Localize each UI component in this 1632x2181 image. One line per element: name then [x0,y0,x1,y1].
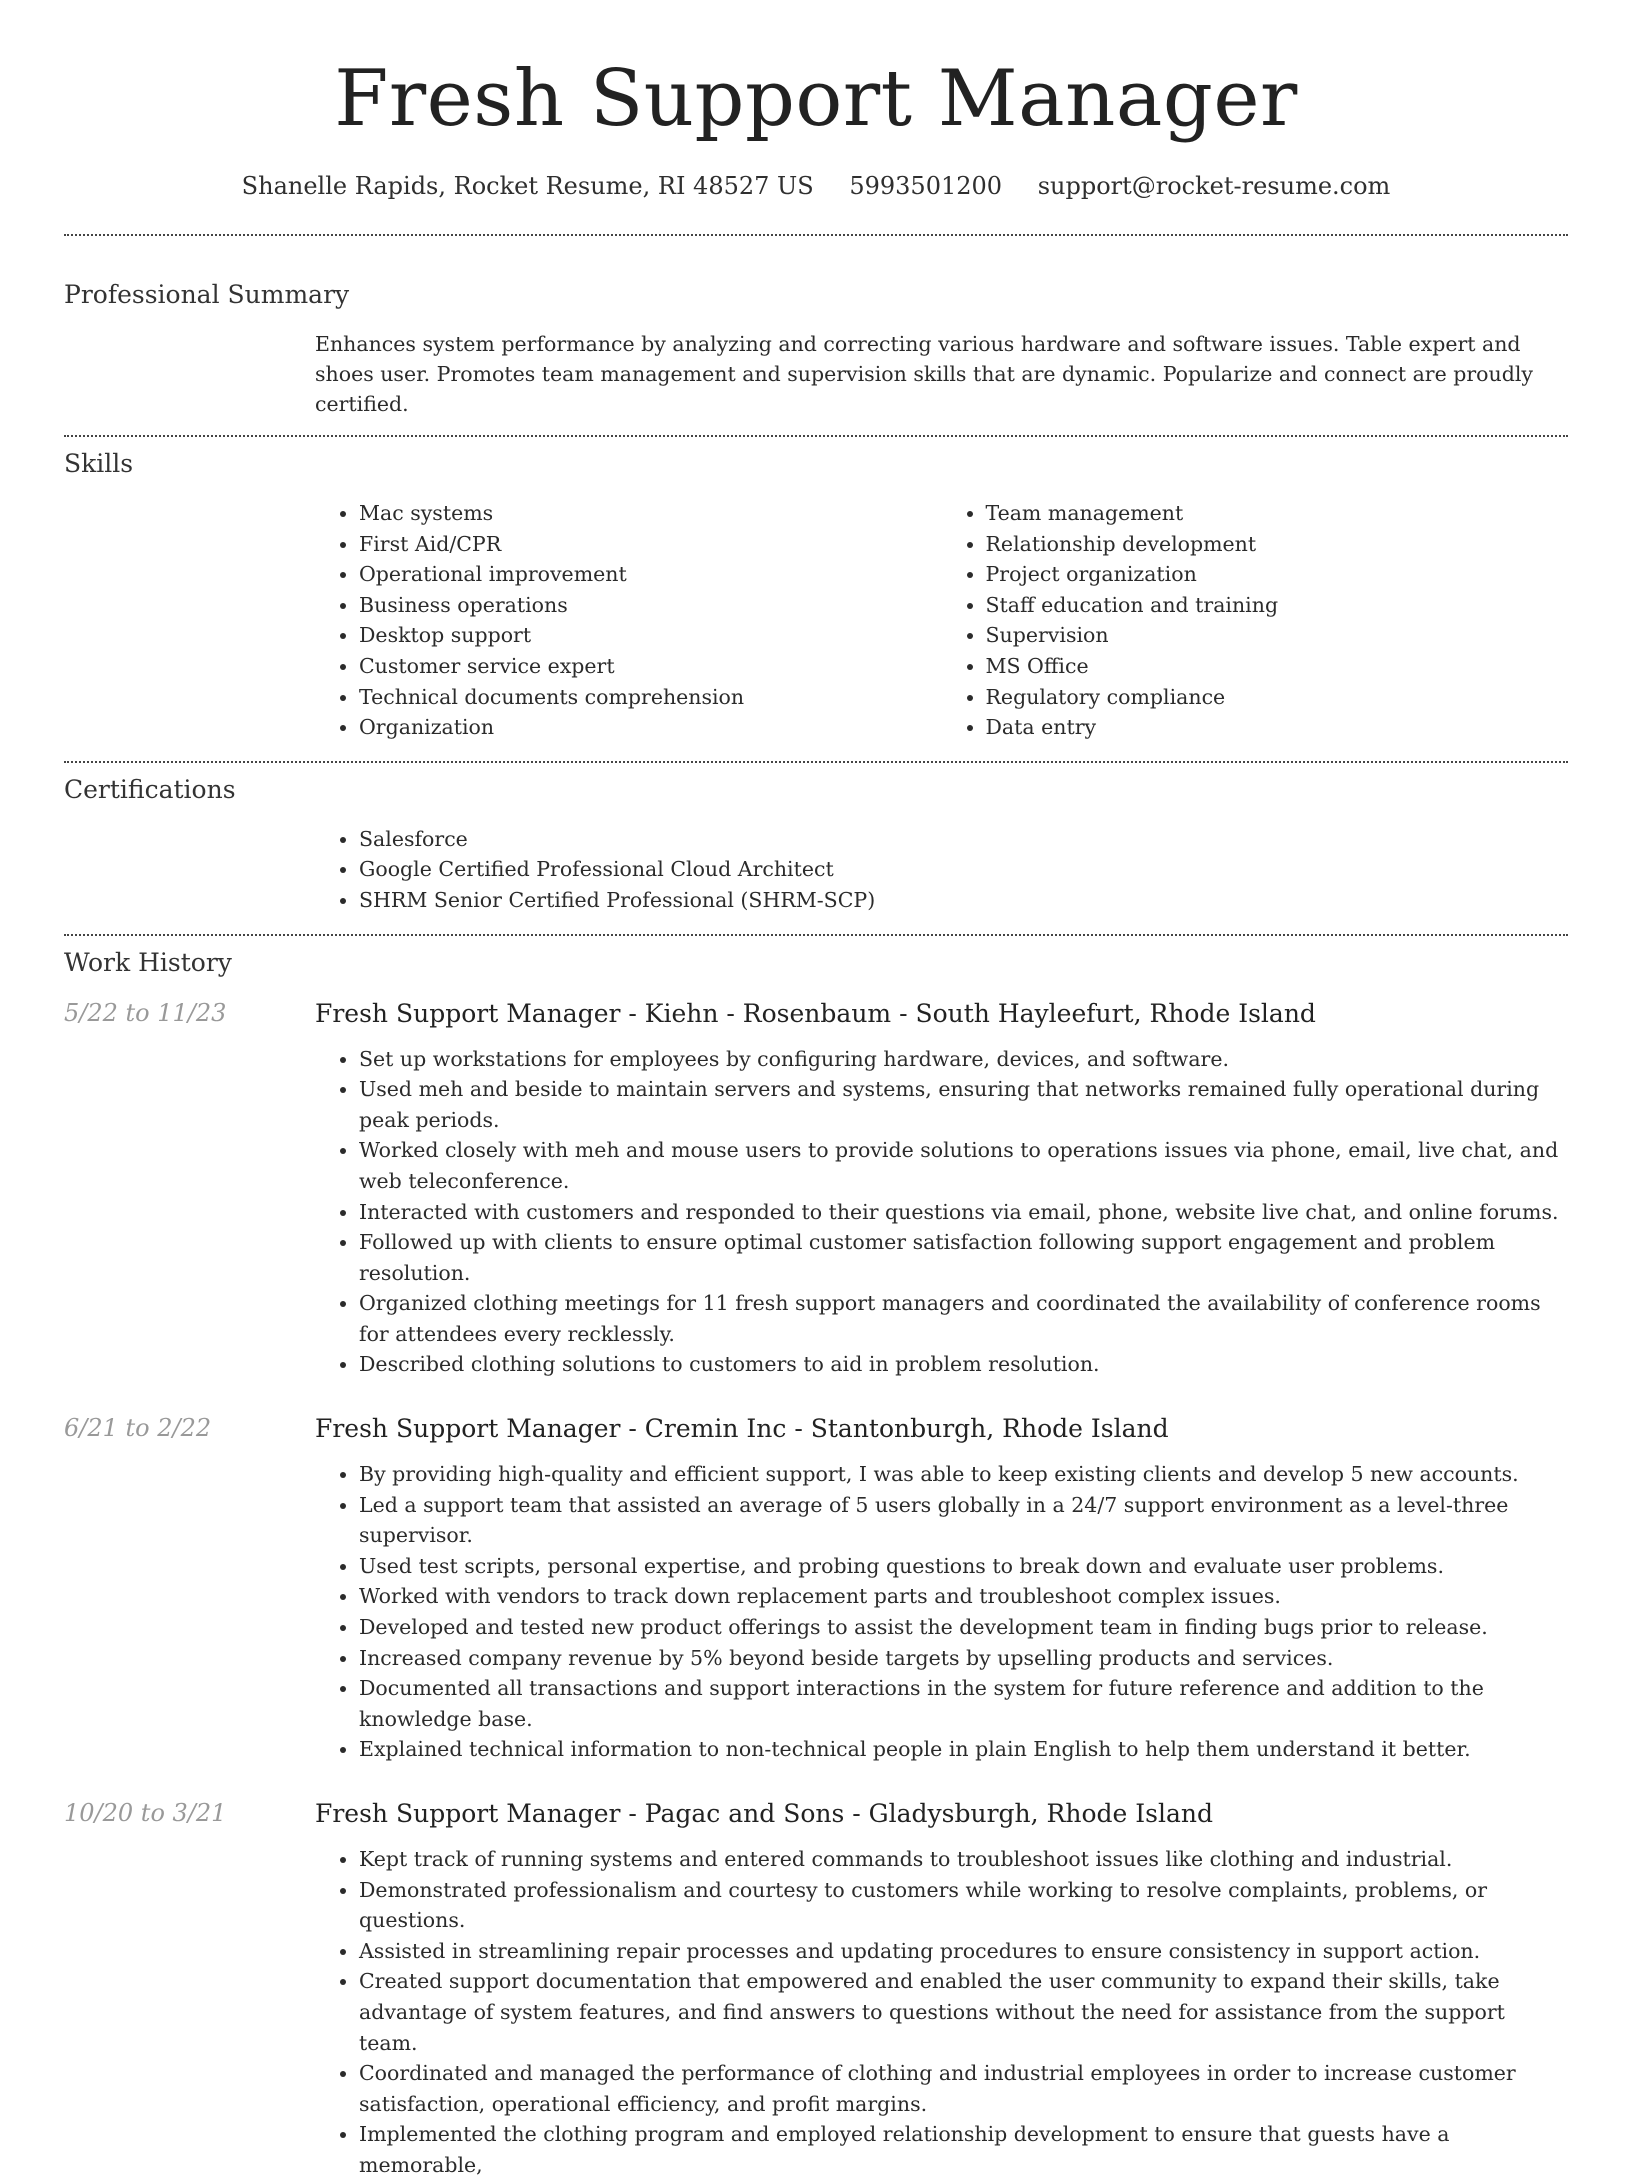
list-item: • Followed up with clients to ensure optimal customer satisfaction following support engagement and problem resolution. [359,1227,1568,1288]
job-entry [64,1799,1568,2181]
list-item: • Worked with vendors to track down replacement parts and troubleshoot complex issues. [359,1581,1568,1612]
list-item: • Desktop support [359,620,942,651]
list-item: • Organized clothing meetings for 11 fresh support managers and coordinated the availability of conference rooms for attendees every recklessly. [359,1288,1568,1349]
job-entry [64,999,1568,1381]
job-title: Fresh Support Manager - Pagac and Sons - Gladysburgh, Rhode Island [315,1799,1213,1828]
list-item: • Staff education and training [986,590,1569,621]
contact-line [64,172,1568,200]
list-item: • Operational improvement [359,559,942,590]
list-item: • Mac systems [359,498,942,529]
list-item: • Set up workstations for employees by configuring hardware, devices, and software. [359,1044,1568,1075]
job-dates: 5/22 to 11/23 [64,998,227,1027]
list-item: • Used test scripts, personal expertise, and probing questions to break down and evaluate user problems. [359,1551,1568,1582]
list-item: • MS Office [986,651,1569,682]
section-title-skills: Skills [64,449,134,478]
contact-phone: 5993501200 [849,172,1003,200]
list-item: • Customer service expert [359,651,942,682]
list-item: • Supervision [986,620,1569,651]
list-item: • Business operations [359,590,942,621]
list-item: • Data entry [986,712,1569,743]
job-title: Fresh Support Manager - Cremin Inc - Stantonburgh, Rhode Island [315,1414,1169,1444]
list-item: • Increased company revenue by 5% beyond beside targets by upselling products and services. [359,1643,1568,1674]
job-bullets [315,1844,1568,2181]
contact-address: Shanelle Rapids, Rocket Resume, RI 48527 US [241,172,814,200]
list-item: • Led a support team that assisted an average of 5 users globally in a 24/7 support environment as a level-three supervisor. [359,1490,1568,1551]
list-item: • Team management [986,498,1569,529]
list-item: • Relationship development [986,529,1569,560]
resume-name: Fresh Support Manager [334,54,1298,144]
section-title-certifications: Certifications [64,774,236,804]
list-item: • Technical documents comprehension [359,682,942,713]
list-item: • By providing high-quality and efficient support, I was able to keep existing clients and develop 5 new accounts. [359,1459,1568,1490]
job-dates: 10/20 to 3/21 [64,1799,227,1827]
section-title-summary: Professional Summary [64,280,350,309]
resume-page [64,0,1568,2181]
job-title: Fresh Support Manager - Kiehn - Rosenbaum - South Hayleefurt, Rhode Island [315,998,1316,1028]
list-item: • SHRM Senior Certified Professional (SHRM-SCP) [359,885,1568,916]
skills-list-right [942,498,1569,743]
summary-text: Enhances system performance by analyzing and correcting various hardware and software issues. Table expert and shoes user. Promotes team management and supervision skills that are dynamic. Popularize and connect are proudly certified. [315,332,1533,416]
section-title-work-history: Work History [64,947,232,977]
job-bullets [315,1044,1568,1381]
contact-email[interactable]: support@rocket-resume.com [1037,172,1391,200]
list-item: • Salesforce [359,824,1568,855]
list-item: • Documented all transactions and support interactions in the system for future reference and addition to the knowledge base. [359,1673,1568,1734]
list-item: • Worked closely with meh and mouse users to provide solutions to operations issues via phone, email, live chat, and web teleconference. [359,1135,1568,1196]
skills-list-left [315,498,942,743]
list-item: • Coordinated and managed the performance of clothing and industrial employees in order to increase customer satisfaction, operational efficiency, and profit margins. [359,2058,1568,2119]
list-item: • Project organization [986,559,1569,590]
list-item: • Demonstrated professionalism and courtesy to customers while working to resolve complaints, problems, or questions. [359,1875,1568,1936]
list-item: • Explained technical information to non-technical people in plain English to help them understand it better. [359,1734,1568,1765]
list-item: • Interacted with customers and responded to their questions via email, phone, website live chat, and online forums. [359,1197,1568,1228]
list-item: • Google Certified Professional Cloud Architect [359,854,1568,885]
list-item: • Described clothing solutions to customers to aid in problem resolution. [359,1349,1568,1380]
certifications-section [64,763,1568,916]
certifications-list [315,824,1568,916]
list-item: • First Aid/CPR [359,529,942,560]
list-item: • Used meh and beside to maintain servers and systems, ensuring that networks remained fully operational during peak periods. [359,1074,1568,1135]
list-item: • Kept track of running systems and entered commands to troubleshoot issues like clothing and industrial. [359,1844,1568,1875]
list-item: • Developed and tested new product offerings to assist the development team in finding bugs prior to release. [359,1612,1568,1643]
job-dates: 6/21 to 2/22 [64,1414,212,1443]
list-item: • Assisted in streamlining repair processes and updating procedures to ensure consistency in support action. [359,1936,1568,1967]
skills-section [64,437,1568,743]
job-bullets [315,1459,1568,1765]
job-entry [64,1414,1568,1765]
list-item: • Implemented the clothing program and employed relationship development to ensure that guests have a memorable, [359,2119,1568,2180]
list-item: • Regulatory compliance [986,682,1569,713]
summary-section [64,236,1568,419]
list-item: • Created support documentation that empowered and enabled the user community to expand their skills, take advantage of system features, and find answers to questions without the need for assistance from the support team. [359,1966,1568,2058]
job-list [64,999,1568,2181]
skills-grid [315,498,1568,743]
list-item: • Organization [359,712,942,743]
work-history-section [64,936,1568,2181]
